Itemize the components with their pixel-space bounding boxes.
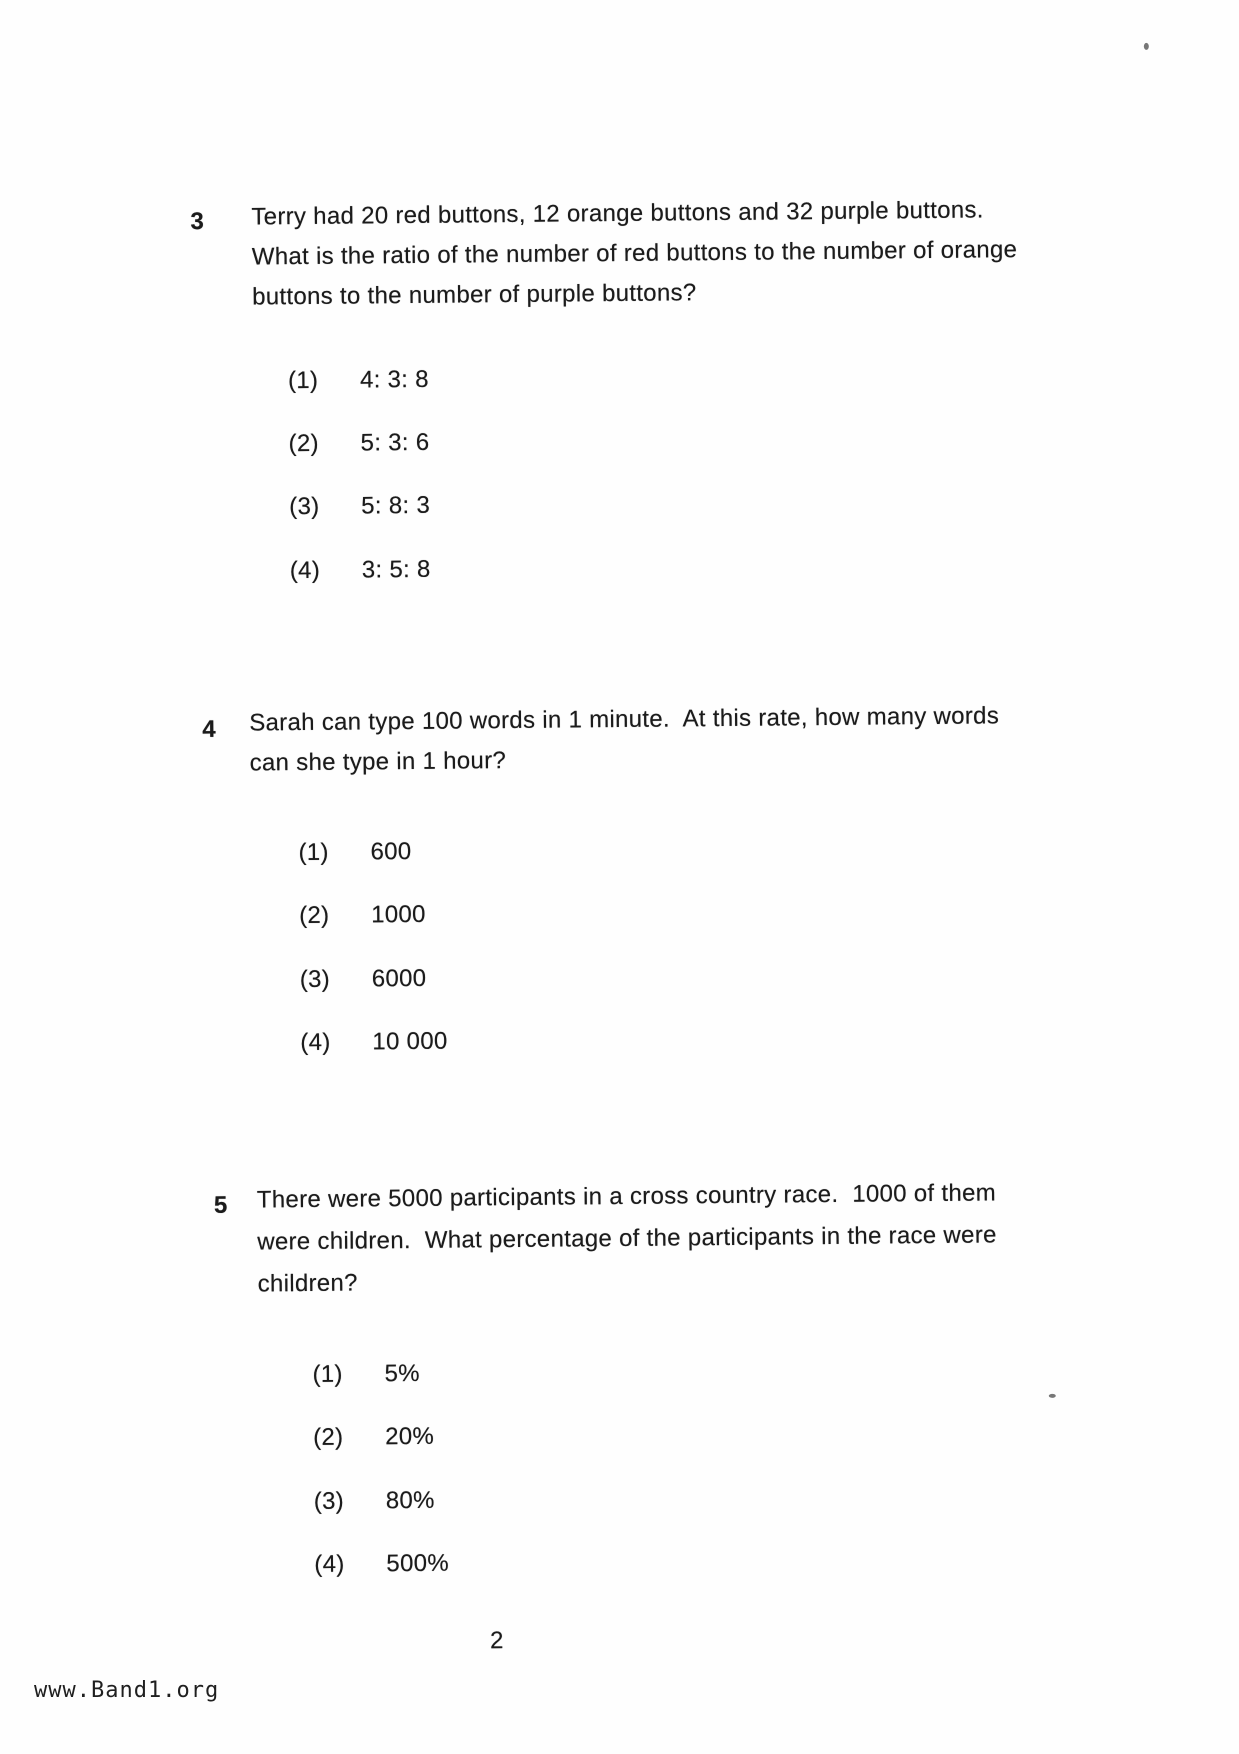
question-3-text: Terry had 20 red buttons, 12 orange buttons and 32 purple buttons. What is the ratio of the number of red buttons to the number of orange buttons to the number of purple buttons? [251, 196, 1018, 311]
option-label: (4) [289, 556, 321, 585]
option-label: (2) [299, 901, 330, 930]
question-5-text: There were 5000 participants in a cross country race. 1000 of them were children. What percentage of the participants in the race were children? [256, 1179, 997, 1298]
option-label: (4) [300, 1028, 331, 1057]
option-value: 3: 5: 8 [361, 555, 431, 584]
option-value: 5% [384, 1359, 420, 1388]
website-watermark: www.Band1.org [34, 1678, 220, 1703]
scan-artifact-dot [1049, 1394, 1056, 1398]
question-4-text: Sarah can type 100 words in 1 minute. At this rate, how many words can she type in 1 hour? [249, 702, 1000, 777]
question-5-option-4 [314, 1550, 449, 1579]
question-4-number: 4 [202, 715, 217, 744]
question-4-option-1 [298, 838, 411, 867]
question-4-option-3 [300, 965, 427, 994]
option-value: 500% [386, 1549, 450, 1578]
question-3-option-1 [288, 366, 429, 395]
option-value: 80% [385, 1486, 435, 1515]
option-label: (1) [287, 366, 319, 395]
question-3-option-4 [290, 556, 431, 585]
question-5-option-2 [313, 1423, 434, 1452]
option-label: (2) [313, 1423, 344, 1451]
question-5-option-1 [312, 1360, 420, 1389]
option-value: 4: 3: 8 [359, 365, 429, 394]
question-5-option-3 [314, 1487, 435, 1516]
scan-artifact-dot [1144, 43, 1149, 50]
question-3-option-2 [288, 429, 429, 458]
question-3-number: 3 [190, 207, 205, 236]
option-label: (1) [298, 838, 329, 867]
option-label: (3) [313, 1487, 345, 1515]
question-5-number: 5 [213, 1191, 228, 1219]
option-value: 5: 8: 3 [361, 491, 431, 520]
option-label: (3) [299, 965, 331, 994]
option-value: 10 000 [372, 1027, 448, 1056]
page-number: 2 [489, 1627, 504, 1655]
option-value: 1000 [371, 900, 426, 929]
question-3-option-3 [289, 492, 430, 521]
question-4-option-4 [300, 1028, 447, 1057]
option-label: (1) [312, 1360, 343, 1388]
question-4-option-2 [299, 901, 426, 930]
option-label: (4) [314, 1550, 345, 1578]
option-label: (3) [289, 492, 320, 521]
option-value: 600 [370, 838, 412, 866]
option-value: 20% [385, 1422, 435, 1451]
option-label: (2) [288, 429, 319, 458]
option-value: 6000 [371, 964, 427, 993]
option-value: 5: 3: 6 [360, 428, 430, 457]
